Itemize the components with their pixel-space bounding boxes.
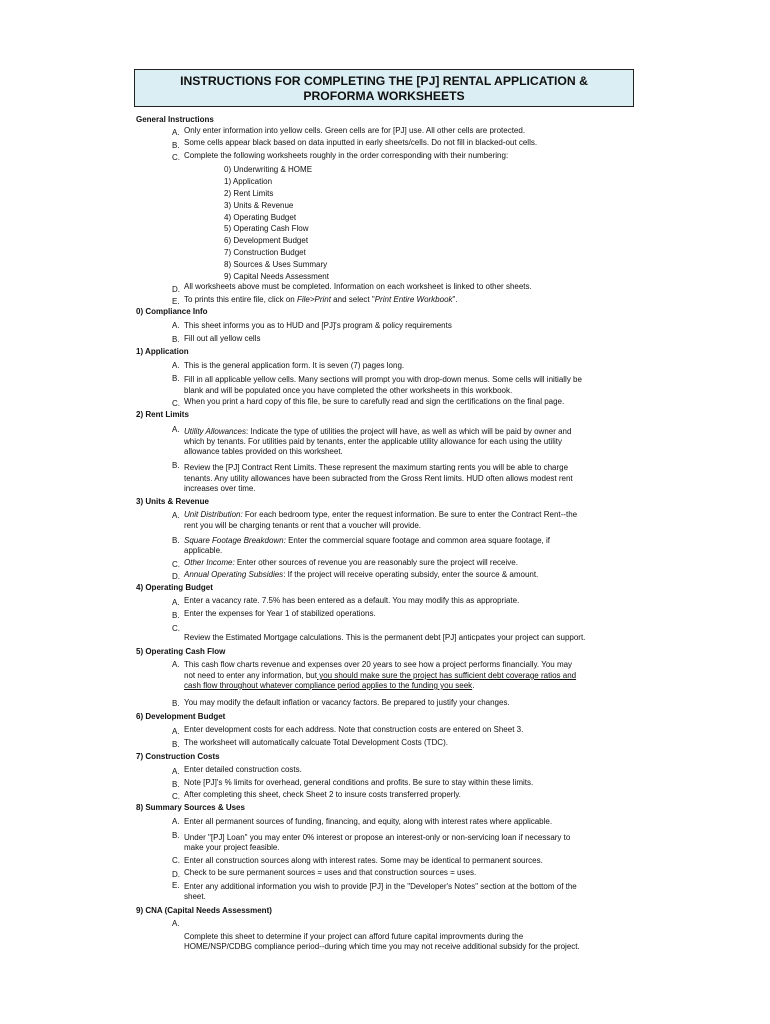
item-letter: C.: [172, 856, 180, 865]
item-text: Unit Distribution: For each bedroom type, enter the request information. Be sure to enter the Contract Rent--the: [184, 510, 578, 519]
item-letter: B.: [172, 611, 180, 620]
page-title: [134, 69, 634, 107]
item-text: Other Income: Enter other sources of revenue you are reasonably sure the project will receive.: [184, 558, 518, 567]
item-letter: A.: [172, 817, 180, 826]
item-text: Enter any additional information you wish to provide [PJ] in the "Developer's Notes" section at the bottom of the: [184, 882, 577, 891]
item-text: Utility Allowances: Indicate the type of utilities the project will have, as well as which will be paid by owner and: [184, 427, 572, 436]
worksheet-list-item: 8) Sources & Uses Summary: [224, 260, 328, 269]
item-text: which by tenants. For utilities paid by tenants, enter the applicable utility allowance for each using the utility: [184, 437, 562, 446]
item-text: Note [PJ]'s % limits for overhead, general conditions and profits. Be sure to stay within these limits.: [184, 778, 534, 787]
item-text: HOME/NSP/CDBG compliance period--during which time you may not receive additional subsidy for the project.: [184, 942, 580, 951]
title-line-1: INSTRUCTIONS FOR COMPLETING THE [PJ] RENTAL APPLICATION &: [180, 74, 588, 88]
item-text: Enter the expenses for Year 1 of stabilized operations.: [184, 609, 376, 618]
worksheet-list-item: 2) Rent Limits: [224, 189, 274, 198]
item-text: The worksheet will automatically calcuate Total Development Costs (TDC).: [184, 738, 448, 747]
section-heading-cna: 9) CNA (Capital Needs Assessment): [136, 906, 272, 915]
item-letter: A.: [172, 660, 180, 669]
item-letter: B.: [172, 374, 180, 383]
item-letter: B.: [172, 141, 180, 150]
item-letter: A.: [172, 598, 180, 607]
worksheet-list-item: 0) Underwriting & HOME: [224, 165, 313, 174]
item-letter: A.: [172, 511, 180, 520]
item-text: Enter all permanent sources of funding, financing, and equity, along with interest rates where applicable.: [184, 817, 553, 826]
item-text: Enter all construction sources along with interest rates. Some may be identical to permanent sources.: [184, 856, 543, 865]
item-text: increases over time.: [184, 484, 256, 493]
item-text: cash flow throughout whatever compliance period applies to the funding you seek.: [184, 681, 475, 690]
section-heading-general: General Instructions: [136, 115, 214, 124]
item-text: blank and will be populated once you have completed the other worksheets in this workbook.: [184, 386, 513, 395]
title-line-2: PROFORMA WORKSHEETS: [303, 89, 465, 103]
item-letter: A.: [172, 361, 180, 370]
item-text: Only enter information into yellow cells. Green cells are for [PJ] use. All other cells are protected.: [184, 126, 526, 135]
item-letter: A.: [172, 727, 180, 736]
item-letter: C.: [172, 624, 180, 633]
section-heading-sources-uses: 8) Summary Sources & Uses: [136, 803, 245, 812]
item-text: You may modify the default inflation or vacancy factors. Be prepared to justify your changes.: [184, 698, 510, 707]
item-text: Enter development costs for each address. Note that construction costs are entered on Sheet 3.: [184, 725, 524, 734]
item-text: To prints this entire file, click on File>Print and select "Print Entire Workbook".: [184, 295, 458, 304]
item-letter: C.: [172, 153, 180, 162]
item-letter: A.: [172, 321, 180, 330]
item-letter: B.: [172, 780, 180, 789]
item-letter: C.: [172, 399, 180, 408]
item-text: This sheet informs you as to HUD and [PJ]'s program & policy requirements: [184, 321, 452, 330]
item-letter: B.: [172, 536, 180, 545]
worksheet-list-item: 3) Units & Revenue: [224, 201, 294, 210]
item-letter: D.: [172, 870, 180, 879]
item-text: applicable.: [184, 546, 223, 555]
item-letter: B.: [172, 335, 180, 344]
worksheet-list-item: 1) Application: [224, 177, 273, 186]
item-text: Check to be sure permanent sources = uses and that construction sources = uses.: [184, 868, 477, 877]
section-heading-application: 1) Application: [136, 347, 189, 356]
item-letter: E.: [172, 881, 180, 890]
item-letter: B.: [172, 699, 180, 708]
item-letter: B.: [172, 461, 180, 470]
item-letter: E.: [172, 297, 180, 306]
item-text: sheet.: [184, 892, 206, 901]
worksheet-list-item: 9) Capital Needs Assessment: [224, 272, 329, 281]
section-heading-operating-cash-flow: 5) Operating Cash Flow: [136, 647, 226, 656]
item-text: Square Footage Breakdown: Enter the commercial square footage and common area square footage, if: [184, 536, 550, 545]
item-text: Complete this sheet to determine if your project can afford future capital improvments during the: [184, 932, 524, 941]
item-text: Fill in all applicable yellow cells. Many sections will prompt you with drop-down menus. Some cells will initially be: [184, 375, 582, 384]
item-letter: D.: [172, 285, 180, 294]
item-text: Review the [PJ] Contract Rent Limits. These represent the maximum starting rents you will be able to charge: [184, 463, 569, 472]
section-heading-development-budget: 6) Development Budget: [136, 712, 226, 721]
section-heading-operating-budget: 4) Operating Budget: [136, 583, 213, 592]
item-letter: C.: [172, 792, 180, 801]
item-text: Under "[PJ] Loan" you may enter 0% interest or propose an interest-only or non-servicing loan if necessary to: [184, 833, 571, 842]
item-text: Fill out all yellow cells: [184, 334, 261, 343]
worksheet-list-item: 5) Operating Cash Flow: [224, 224, 309, 233]
item-text: Enter a vacancy rate. 7.5% has been entered as a default. You may modify this as appropriate.: [184, 596, 520, 605]
item-text: After completing this sheet, check Sheet 2 to insure costs transferred properly.: [184, 790, 461, 799]
worksheet-list-item: 4) Operating Budget: [224, 213, 297, 222]
item-text: rent you will be charging tenants or rent that a voucher will provide.: [184, 521, 422, 530]
item-letter: D.: [172, 572, 180, 581]
item-text: Annual Operating Subsidies: If the project will receive operating subsidy, enter the source & amount.: [184, 570, 539, 579]
item-letter: A.: [172, 128, 180, 137]
item-letter: A.: [172, 425, 180, 434]
item-text: Some cells appear black based on data inputted in early sheets/cells. Do not fill in blacked-out cells.: [184, 138, 538, 147]
item-text: When you print a hard copy of this file, be sure to carefully read and sign the certifications on the final page.: [184, 397, 565, 406]
section-heading-compliance: 0) Compliance Info: [136, 307, 208, 316]
item-letter: B.: [172, 831, 180, 840]
item-text: Review the Estimated Mortgage calculations. This is the permanent debt [PJ] anticpates your project can support.: [184, 633, 586, 642]
item-text: Complete the following worksheets roughly in the order corresponding with their numbering:: [184, 151, 509, 160]
worksheet-list-item: 6) Development Budget: [224, 236, 309, 245]
item-text: make your project feasible.: [184, 843, 280, 852]
section-heading-rent-limits: 2) Rent Limits: [136, 410, 189, 419]
item-text: not need to enter any information, but you should make sure the project has sufficient debt coverage ratios and: [184, 671, 577, 680]
item-text: All worksheets above must be completed. Information on each worksheet is linked to other sheets.: [184, 282, 532, 291]
worksheet-list-item: 7) Construction Budget: [224, 248, 306, 257]
item-text: This cash flow charts revenue and expenses over 20 years to see how a project performs financially. You may: [184, 660, 573, 669]
section-heading-units-revenue: 3) Units & Revenue: [136, 497, 209, 506]
item-text: tenants. Any utility allowances have been subracted from the Gross Rent limits. HUD often allows modest rent: [184, 474, 573, 483]
section-heading-construction-costs: 7) Construction Costs: [136, 752, 220, 761]
item-letter: A.: [172, 767, 180, 776]
item-text: Enter detailed construction costs.: [184, 765, 302, 774]
item-text: allowance tables provided on this worksheet.: [184, 447, 343, 456]
item-letter: C.: [172, 560, 180, 569]
item-text: This is the general application form. It is seven (7) pages long.: [184, 361, 405, 370]
item-letter: A.: [172, 919, 180, 928]
item-letter: B.: [172, 740, 180, 749]
